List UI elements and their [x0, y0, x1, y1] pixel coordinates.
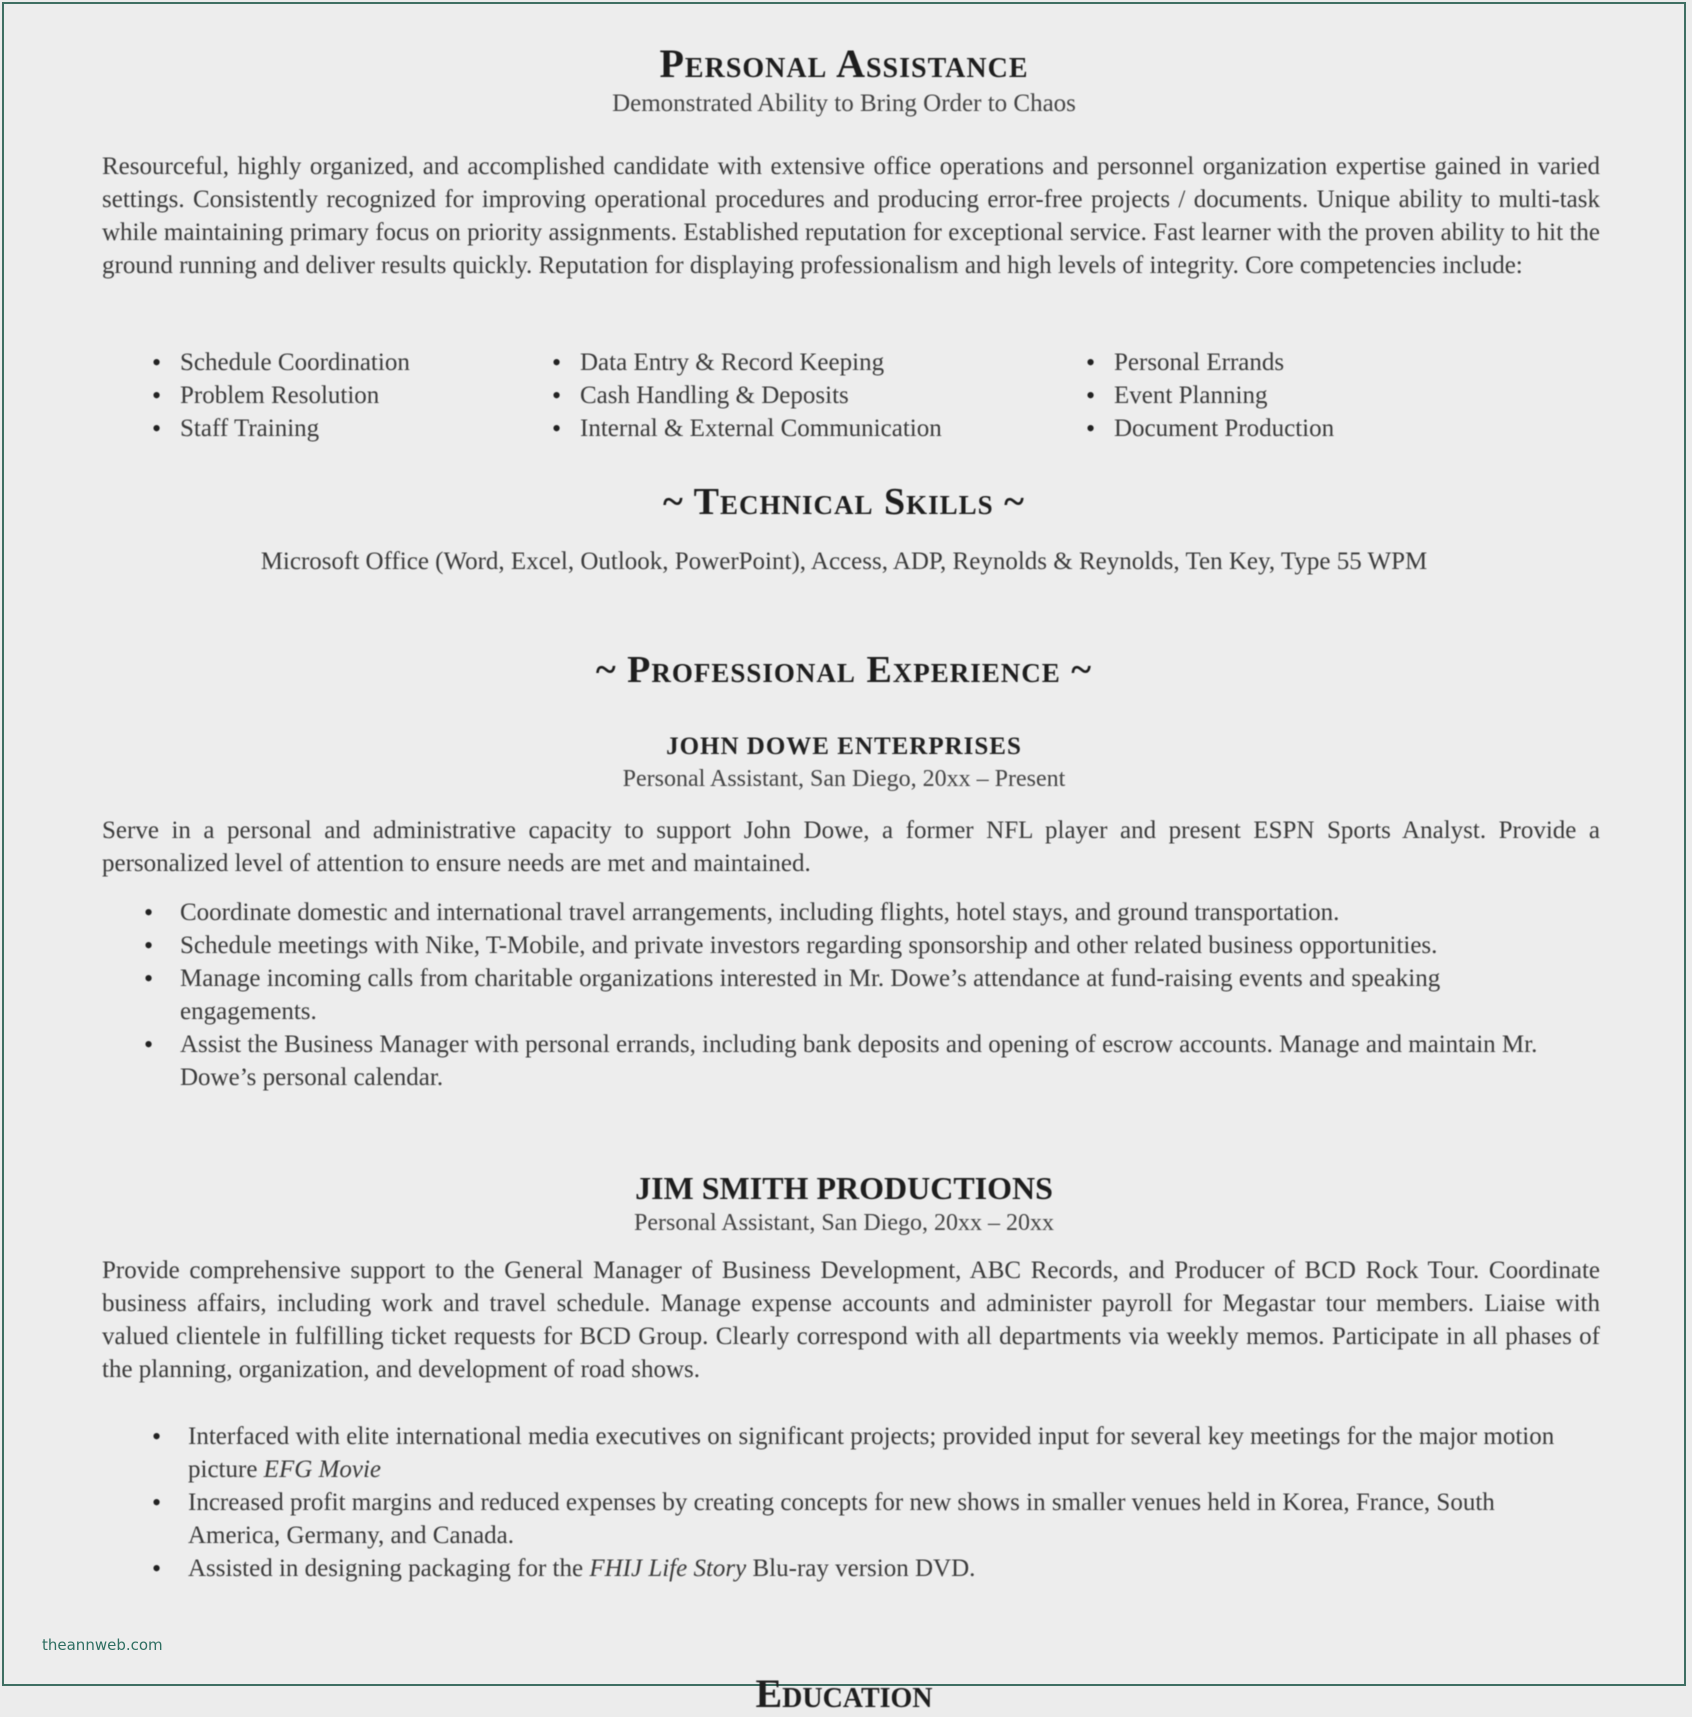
- job-description: Provide comprehensive support to the General Manager of Business Development, ABC Records, and Producer of BCD Rock Tour. Coordinate business affairs, including work and travel schedule. Manage expense accounts and administer payroll for Megastar tour members. Liaise with valued clientele in fulfilling ticket requests for BCD Group. Clearly correspond with all departments via weekly memos. Participate in all phases of the planning, organization, and development of road shows.: [102, 1257, 1600, 1383]
- competencies-column-2: [552, 346, 942, 445]
- list-item: • Coordinate domestic and international travel arrangements, including flights, hotel stays, and ground transportation.: [144, 896, 1574, 929]
- list-item: • Assist the Business Manager with personal errands, including bank deposits and opening of escrow accounts. Manage and maintain Mr. Dowe’s personal calendar.: [144, 1028, 1574, 1094]
- company-name: JOHN DOWE ENTERPRISES: [666, 733, 1022, 760]
- experience-heading: ~ Professional Experience ~: [595, 649, 1093, 691]
- list-item: • Interfaced with elite international media executives on significant projects; provided input for several key meetings for the major motion picture EFG Movie: [152, 1420, 1582, 1486]
- job-bullets: [144, 896, 1574, 1094]
- list-item: • Schedule Coordination: [152, 346, 410, 379]
- list-item: • Staff Training: [152, 412, 410, 445]
- resume-page: [4, 4, 1684, 1684]
- list-item: • Increased profit margins and reduced expenses by creating concepts for new shows in smaller venues held in Korea, France, South America, Germany, and Canada.: [152, 1486, 1582, 1552]
- resume-subtitle: Demonstrated Ability to Bring Order to Chaos: [612, 90, 1076, 117]
- list-item: • Cash Handling & Deposits: [552, 379, 942, 412]
- job-description: Serve in a personal and administrative capacity to support John Dowe, a former NFL player and present ESPN Sports Analyst. Provide a personalized level of attention to ensure needs are met and maintained.: [102, 817, 1600, 877]
- list-item: • Document Production: [1086, 412, 1334, 445]
- technical-skills-text: Microsoft Office (Word, Excel, Outlook, PowerPoint), Access, ADP, Reynolds & Reynolds, Ten Key, Type 55 WPM: [260, 548, 1428, 575]
- list-item: • Problem Resolution: [152, 379, 410, 412]
- job-role: Personal Assistant, San Diego, 20xx – 20xx: [634, 1210, 1054, 1236]
- competencies-column-1: [152, 346, 410, 445]
- job-role: Personal Assistant, San Diego, 20xx – Present: [622, 766, 1066, 792]
- list-item: • Personal Errands: [1086, 346, 1334, 379]
- competencies-column-3: [1086, 346, 1334, 445]
- list-item: • Manage incoming calls from charitable organizations interested in Mr. Dowe’s attendance at fund-raising events and speaking engagements.: [144, 962, 1574, 1028]
- company-name: JIM SMITH PRODUCTIONS: [635, 1170, 1053, 1206]
- watermark-text: theannweb.com: [42, 1636, 163, 1654]
- summary-paragraph: Resourceful, highly organized, and accomplished candidate with extensive office operations and personnel organization expertise gained in varied settings. Consistently recognized for improving operational procedures and producing error-free projects / documents. Unique ability to multi-task while maintaining primary focus on priority assignments. Established reputation for exceptional service. Fast learner with the proven ability to hit the ground running and deliver results quickly. Reputation for displaying professionalism and high levels of integrity. Core competencies include:: [102, 153, 1600, 279]
- resume-frame: [2, 2, 1686, 1716]
- list-item: • Schedule meetings with Nike, T-Mobile, and private investors regarding sponsorship and other related business opportunities.: [144, 929, 1574, 962]
- list-item: • Assisted in designing packaging for the FHIJ Life Story Blu-ray version DVD.: [152, 1552, 1582, 1585]
- education-heading-cut: Education: [755, 1671, 933, 1716]
- job-bullets: [152, 1420, 1582, 1585]
- list-item: • Internal & External Communication: [552, 412, 942, 445]
- list-item: • Data Entry & Record Keeping: [552, 346, 942, 379]
- technical-skills-heading: ~ Technical Skills ~: [663, 481, 1025, 523]
- resume-title: Personal Assistance: [659, 41, 1029, 86]
- list-item: • Event Planning: [1086, 379, 1334, 412]
